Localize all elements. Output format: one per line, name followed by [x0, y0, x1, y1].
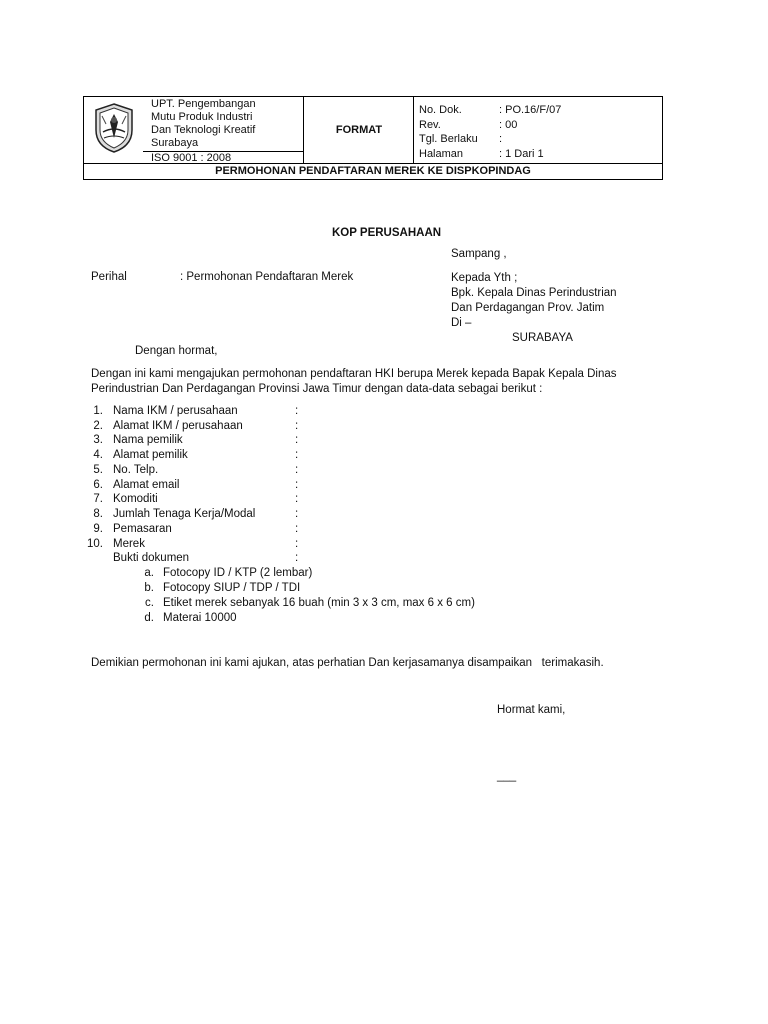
header-bottom [83, 179, 663, 180]
form-title: PERMOHONAN PENDAFTARAN MEREK KE DISPKOPINDAG [215, 165, 531, 177]
sign-off: Hormat kami, [497, 704, 566, 716]
intro-paragraph: Dengan ini kami mengajukan permohonan pendaftaran HKI berupa Merek kepada Bapak Kepala Dinas Perindustrian Dan Perdagangan Provinsi Jawa Timur dengan data-data sebagai berikut : [91, 368, 617, 395]
format-label: FORMAT [335, 124, 383, 136]
subject-label: Perihal [91, 271, 127, 283]
list-item: 6. Alamat email : [93, 479, 299, 491]
subject-value: : Permohonan Pendaftaran Merek [180, 271, 354, 283]
greeting: Dengan hormat, [135, 345, 218, 357]
document-item: a. Fotocopy ID / KTP (2 lembar) [144, 567, 313, 579]
organization-name: UPT. Pengembangan Mutu Produk Industri Dan Teknologi Kreatif Surabaya [151, 98, 256, 149]
place-date: Sampang , [451, 248, 507, 260]
list-item: 1. Nama IKM / perusahaan : [93, 405, 299, 417]
list-item: 5. No. Telp. : [93, 464, 299, 476]
document-meta: No. Dok. : PO.16/F/07 Rev. : 00 Tgl. Berlaku : Halaman : 1 Dari 1 [419, 104, 562, 160]
signature-line: ___ [497, 770, 517, 782]
list-item: 2. Alamat IKM / perusahaan : [93, 420, 299, 432]
header-col-divider-1 [303, 96, 304, 163]
east-java-emblem-icon [92, 102, 136, 154]
list-item: 7. Komoditi : [93, 493, 299, 505]
list-item: 3. Nama pemilik : [93, 434, 299, 446]
header-col-divider-2 [413, 96, 414, 163]
document-header [83, 96, 663, 180]
list-item: 9. Pemasaran : [93, 523, 299, 535]
document-item: b. Fotocopy SIUP / TDP / TDI [144, 582, 301, 594]
list-item: 8. Jumlah Tenaga Kerja/Modal : [93, 508, 299, 520]
letterhead-placeholder: KOP PERUSAHAAN [332, 227, 442, 239]
document-item: d. Materai 10000 [144, 612, 237, 624]
list-item: Bukti dokumen : [113, 552, 299, 564]
closing-sentence: Demikian permohonan ini kami ajukan, atas perhatian Dan kerjasamanya disampaikan terimakasih. [91, 657, 604, 669]
iso-certification: ISO 9001 : 2008 [151, 152, 232, 164]
list-item: 10. Merek : [87, 538, 299, 550]
document-item: c. Etiket merek sebanyak 16 buah (min 3 x 3 cm, max 6 x 6 cm) [145, 597, 475, 609]
document-list [132, 566, 475, 626]
recipient-block: Kepada Yth ; Bpk. Kepala Dinas Perindustrian Dan Perdagangan Prov. Jatim Di – SURABAYA [451, 272, 617, 344]
list-item: 4. Alamat pemilik : [93, 449, 299, 461]
